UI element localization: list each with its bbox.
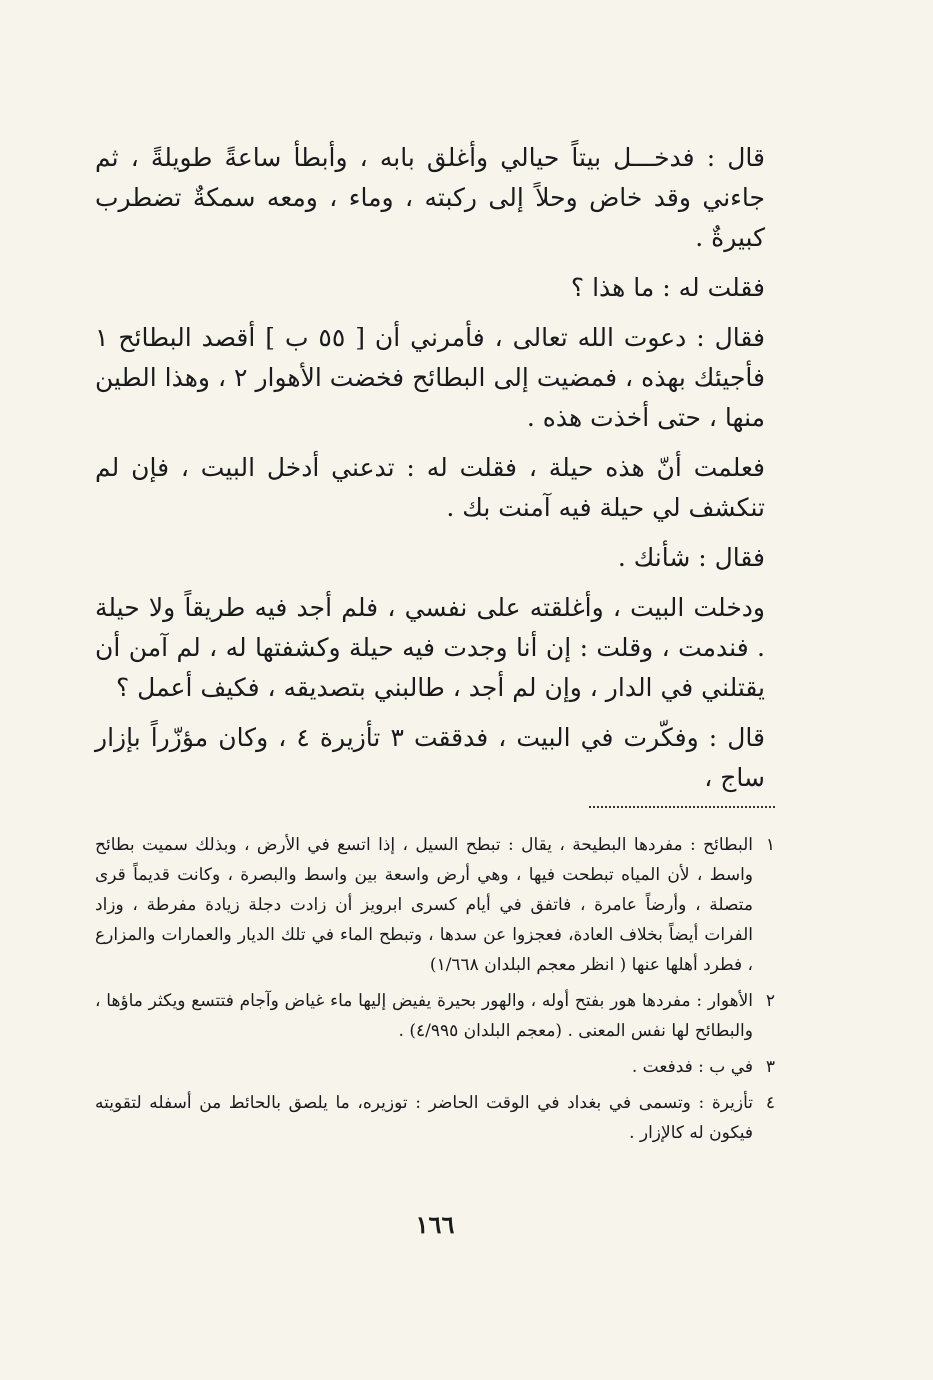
paragraph: فقال : دعوت الله تعالى ، فأمرني أن [ ٥٥ ب ] أقصد البطائح ١ فأجيئك بهذه ، فمضيت إلى البطائح فخضت الأهوار ٢ ، وهذا الطين منها ، حتى أخذت هذه .	[95, 323, 765, 432]
paragraph: فعلمت أنّ هذه حيلة ، فقلت له : تدعني أدخل البيت ، فإن لم تنكشف لي حيلة فيه آمنت بك .	[95, 453, 765, 522]
footnote	[95, 830, 775, 980]
book-page	[95, 138, 775, 1248]
footnote	[95, 1052, 775, 1082]
footnote-number: ١	[765, 835, 775, 855]
footnote	[95, 1088, 775, 1148]
footnote-number: ٤	[765, 1093, 775, 1113]
footnote-number: ٣	[765, 1057, 775, 1077]
paragraph: ودخلت البيت ، وأغلقته على نفسي ، فلم أجد فيه طريقاً ولا حيلة . فندمت ، وقلت : إن أنا وجدت فيه حيلة وكشفتها له ، لم آمن أن يقتلني في الدار ، وإن لم أجد ، طالبني بتصديقه ، فكيف أعمل ؟	[95, 593, 765, 702]
footnote-text: تأزيرة : وتسمى في بغداد في الوقت الحاضر : توزيره، ما يلصق بالحائط من أسفله لتقويته فيكون له كالإزار .	[95, 1093, 753, 1143]
footnote-text: في ب : فدفعت .	[631, 1057, 753, 1077]
main-text	[95, 138, 775, 808]
footnote-text: البطائح : مفردها البطيحة ، يقال : تبطح السيل ، إذا اتسع في الأرض ، وبذلك سميت بطائح واسط ، لأن المياه تبطحت فيها ، وهي أرض واسعة بين واسط والبصرة ، وكانت قديماً قرى متصلة ، وأرضاً عامرة ، فاتفق في أيام كسرى ابرويز أن زادت دجلة زيادة مفرطة ، وزاد الفرات أيضاً بخلاف العادة، فعجزوا عن سدها ، وتبطح الماء في تلك الديار والعمارات والمزارع ، فطرد أهلها عنها ( انظر معجم البلدان ١/٦٦٨)	[95, 835, 753, 975]
footnotes	[95, 830, 775, 1154]
paragraph: قال : وفكّرت في البيت ، فدققت ٣ تأزيرة ٤ ، وكان مؤزّراً بإزار ساج ،	[95, 723, 765, 792]
footnote-number: ٢	[765, 991, 775, 1011]
page-number: ١٦٦	[415, 1210, 455, 1239]
paragraph: فقلت له : ما هذا ؟	[570, 273, 765, 302]
paragraph: قال : فدخـــل بيتاً حيالي وأغلق بابه ، وأبطأ ساعةً طويلةً ، ثم جاءني وقد خاض وحلاً إلى ركبته ، وماء ، ومعه سمكةٌ تضطرب كبيرةٌ .	[95, 143, 765, 252]
footnote	[95, 986, 775, 1046]
paragraph: فقال : شأنك .	[617, 543, 765, 572]
footnote-divider	[589, 806, 775, 808]
footnote-text: الأهوار : مفردها هور بفتح أوله ، والهور بحيرة يفيض إليها ماء غياض وآجام فتتسع ويكثر ماؤها ، والبطائح لها نفس المعنى . (معجم البلدان ٤/٩٩٥) .	[95, 991, 753, 1041]
